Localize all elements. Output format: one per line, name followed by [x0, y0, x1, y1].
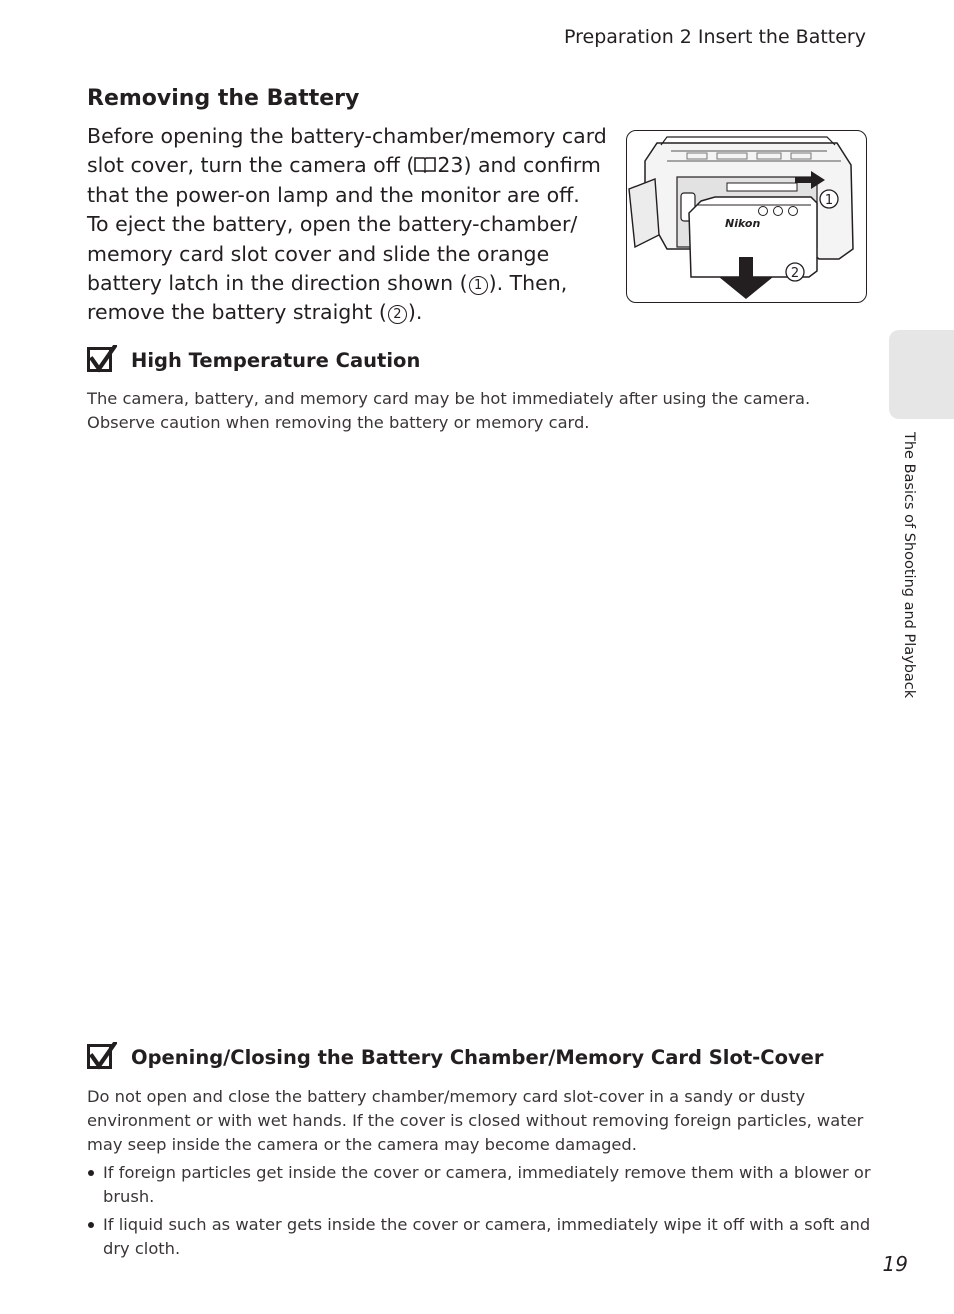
battery-brand-label: Nikon: [725, 217, 761, 230]
page-reference: 23: [437, 153, 464, 178]
step-2-marker: 2: [388, 305, 407, 324]
battery-removal-illustration: [626, 130, 867, 303]
intro-1-part-a: Before opening the battery-chamber/memory card slot cover, turn the camera off (: [87, 124, 607, 178]
intro-1-part-b: ) and confirm that the power-on lamp and the monitor are off.: [87, 153, 601, 207]
note-2-paragraph: Do not open and close the battery chamber/memory card slot-cover in a sandy or dusty environment or with wet hands. If the cover is closed without removing foreign particles, water may seep inside the camera or the camera may become damaged.: [87, 1087, 864, 1154]
callout-1-label: 1: [824, 193, 834, 208]
chapter-label: The Basics of Shooting and Playback: [901, 432, 917, 699]
intro-2-part-b: ). Then, remove the battery straight (: [87, 271, 568, 325]
note-1-body: [87, 387, 877, 435]
book-reference-icon: [414, 156, 436, 173]
note-2-heading: [87, 1042, 824, 1072]
list-item: [87, 1213, 877, 1261]
list-item-text: If foreign particles get inside the cover or camera, immediately remove them with a blower or brush.: [103, 1163, 871, 1206]
note-2-bullet-list: [87, 1161, 877, 1261]
intro-paragraph-2: [87, 210, 617, 328]
intro-2-part-a: To eject the battery, open the battery-chamber/ memory card slot cover and slide the orange battery latch in the direction shown (: [87, 212, 578, 296]
section-title: Removing the Battery: [87, 86, 360, 111]
bullet-icon: [88, 1170, 94, 1176]
checkmark-note-icon: [87, 1042, 117, 1072]
list-item: [87, 1161, 877, 1209]
running-head: Preparation 2 Insert the Battery: [563, 26, 866, 48]
step-1-marker: 1: [469, 276, 488, 295]
checkmark-note-icon: [87, 345, 117, 375]
note-1-heading: [87, 345, 420, 375]
note-1-title: High Temperature Caution: [131, 348, 421, 372]
list-item-text: If liquid such as water gets inside the cover or camera, immediately wipe it off with a soft and dry cloth.: [103, 1215, 871, 1258]
intro-paragraph-1: [87, 122, 617, 210]
note-2-body: [87, 1085, 877, 1265]
chapter-tab: [889, 330, 954, 419]
intro-2-part-c: ).: [407, 300, 423, 325]
page-number: 19: [882, 1252, 908, 1276]
camera-drawing: [627, 131, 866, 302]
note-2-title: Opening/Closing the Battery Chamber/Memory Card Slot-Cover: [131, 1045, 824, 1069]
bullet-icon: [88, 1222, 94, 1228]
intro-text: [87, 122, 617, 328]
note-1-paragraph: The camera, battery, and memory card may be hot immediately after using the camera. Observe caution when removing the battery or memory card.: [87, 389, 811, 432]
callout-2-label: 2: [790, 266, 800, 281]
